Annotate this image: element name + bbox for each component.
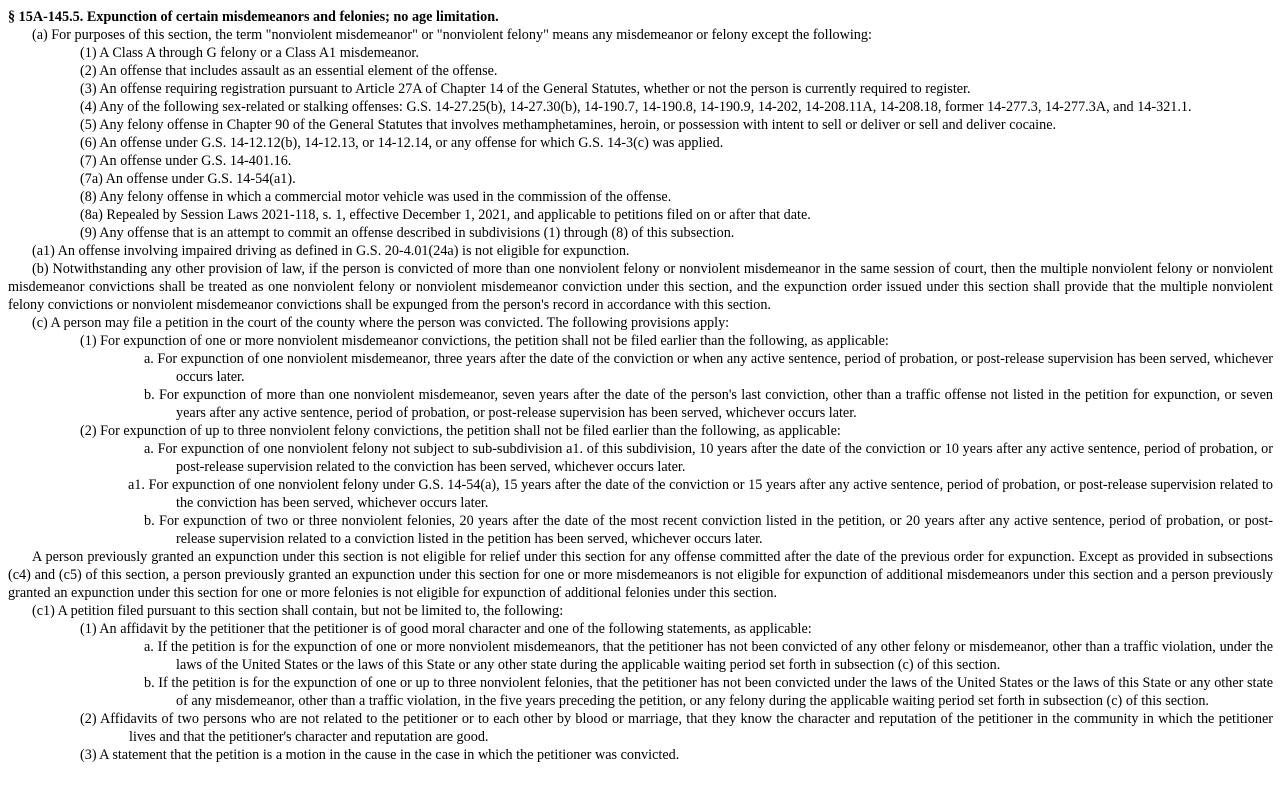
statute-paragraph-c1-1-a: a. If the petition is for the expunction of one or more nonviolent misdemeanors, that the petitioner has not been convicted of any other felony or misdemeanor, other than a traffic violation, under the laws of the United States or the laws of this State or any other state during the applicable waiting period set forth in subsection (c) of this section. [144, 639, 1273, 673]
statute-paragraph-a-7a: (7a) An offense under G.S. 14-54(a1). [80, 171, 296, 187]
statute-paragraph-a-3: (3) An offense requiring registration pursuant to Article 27A of Chapter 14 of the General Statutes, whether or not the person is currently required to register. [80, 81, 971, 97]
statute-paragraph-a-2: (2) An offense that includes assault as an essential element of the offense. [80, 63, 498, 79]
statute-paragraph-c-2-a1: a1. For expunction of one nonviolent felony under G.S. 14-54(a), 15 years after the date of the conviction or 15 years after any active sentence, period of probation, or post-release supervision related to the conviction has been served, whichever occurs later. [128, 477, 1273, 511]
statute-paragraph-a-8: (8) Any felony offense in which a commercial motor vehicle was used in the commission of the offense. [80, 189, 672, 205]
statute-paragraph-c-tail: A person previously granted an expunction under this section is not eligible for relief under this section for any offense committed after the date of the previous order for expunction. Except as provided in subsections (c4) and (c5) of this section, a person previously granted an expunction under this section for one or more misdemeanors is not eligible for expunction of additional misdemeanors under this section and a person previously granted an expunction under this section for one or more felonies is not eligible for expunction of additional felonies under this section. [8, 549, 1273, 601]
statute-paragraph-c-2: (2) For expunction of up to three nonviolent felony convictions, the petition shall not be filed earlier than the following, as applicable: [80, 423, 841, 439]
statute-paragraph-a-5: (5) Any felony offense in Chapter 90 of the General Statutes that involves methamphetamines, heroin, or possession with intent to sell or deliver or sell and deliver cocaine. [80, 117, 1057, 133]
statute-paragraph-a-1: (1) A Class A through G felony or a Class A1 misdemeanor. [80, 45, 419, 61]
statute-paragraph-a-8a: (8a) Repealed by Session Laws 2021-118, s. 1, effective December 1, 2021, and applicable to petitions filed on or after that date. [80, 207, 811, 223]
statute-paragraph-a-4: (4) Any of the following sex-related or stalking offenses: G.S. 14-27.25(b), 14-27.30(b), 14-190.7, 14-190.8, 14-190.9, 14-202, 14-208.11A, 14-208.18, former 14-277.3, 14-277.3A, and 14-321.1. [80, 99, 1192, 115]
statute-paragraph-c1-3: (3) A statement that the petition is a motion in the cause in the case in which the petitioner was convicted. [80, 747, 680, 763]
statute-paragraph-c: (c) A person may file a petition in the court of the county where the person was convicted. The following provisions apply: [32, 315, 730, 331]
statute-paragraph-c-2-a: a. For expunction of one nonviolent felony not subject to sub-subdivision a1. of this subdivision, 10 years after the date of the conviction or 10 years after any active sentence, period of probation, or post-release supervision related to the conviction has been served, whichever occurs later. [144, 441, 1273, 475]
statute-paragraph-a-9: (9) Any offense that is an attempt to commit an offense described in subdivisions (1) through (8) of this subsection. [80, 225, 735, 241]
statute-paragraph-c1-1: (1) An affidavit by the petitioner that the petitioner is of good moral character and one of the following statements, as applicable: [80, 621, 812, 637]
statute-paragraph-c1: (c1) A petition filed pursuant to this section shall contain, but not be limited to, the following: [32, 603, 564, 619]
statute-paragraph-c-2-b: b. For expunction of two or three nonviolent felonies, 20 years after the date of the most recent conviction listed in the petition, or 20 years after any active sentence, period of probation, or post-release supervision related to a conviction listed in the petition has been served, whichever occurs later. [144, 513, 1273, 547]
statute-paragraph-c-1-b: b. For expunction of more than one nonviolent misdemeanor, seven years after the date of the person's last conviction, other than a traffic offense not listed in the petition for expunction, or seven years after any active sentence, period of probation, or post-release supervision has been served, whichever occurs later. [144, 387, 1273, 421]
statute-paragraph-a-6: (6) An offense under G.S. 14-12.12(b), 14-12.13, or 14-12.14, or any offense for which G.S. 14-3(c) was applied. [80, 135, 724, 151]
section-title: § 15A-145.5. Expunction of certain misdemeanors and felonies; no age limitation. [8, 9, 499, 25]
statute-paragraph-c1-2: (2) Affidavits of two persons who are not related to the petitioner or to each other by blood or marriage, that they know the character and reputation of the petitioner in the community in which the petitioner lives and that the petitioner's character and reputation are good. [80, 711, 1273, 745]
statute-paragraph-a1: (a1) An offense involving impaired driving as defined in G.S. 20-4.01(24a) is not eligible for expunction. [32, 243, 630, 259]
statute-body [8, 26, 1273, 764]
statute-document [8, 8, 1273, 764]
statute-paragraph-c-1: (1) For expunction of one or more nonviolent misdemeanor convictions, the petition shall not be filed earlier than the following, as applicable: [80, 333, 889, 349]
statute-paragraph-b: (b) Notwithstanding any other provision of law, if the person is convicted of more than one nonviolent felony or nonviolent misdemeanor in the same session of court, then the multiple nonviolent felony or nonviolent misdemeanor convictions shall be treated as one nonviolent felony or nonviolent misdemeanor conviction under this section, and the expunction order issued under this section shall provide that the multiple nonviolent felony convictions or nonviolent misdemeanor convictions shall be expunged from the person's record in accordance with this section. [8, 261, 1273, 313]
statute-paragraph-a-7: (7) An offense under G.S. 14-401.16. [80, 153, 292, 169]
statute-paragraph-c1-1-b: b. If the petition is for the expunction of one or up to three nonviolent felonies, that the petitioner has not been convicted under the laws of the United States or the laws of this State or any other state of any misdemeanor, other than a traffic violation, in the five years preceding the petition, or any felony during the applicable waiting period set forth in subsection (c) of this section. [144, 675, 1273, 709]
statute-paragraph-c-1-a: a. For expunction of one nonviolent misdemeanor, three years after the date of the conviction or when any active sentence, period of probation, or post-release supervision has been served, whichever occurs later. [144, 351, 1273, 385]
statute-paragraph-a: (a) For purposes of this section, the term "nonviolent misdemeanor" or "nonviolent felony" means any misdemeanor or felony except the following: [32, 27, 872, 43]
